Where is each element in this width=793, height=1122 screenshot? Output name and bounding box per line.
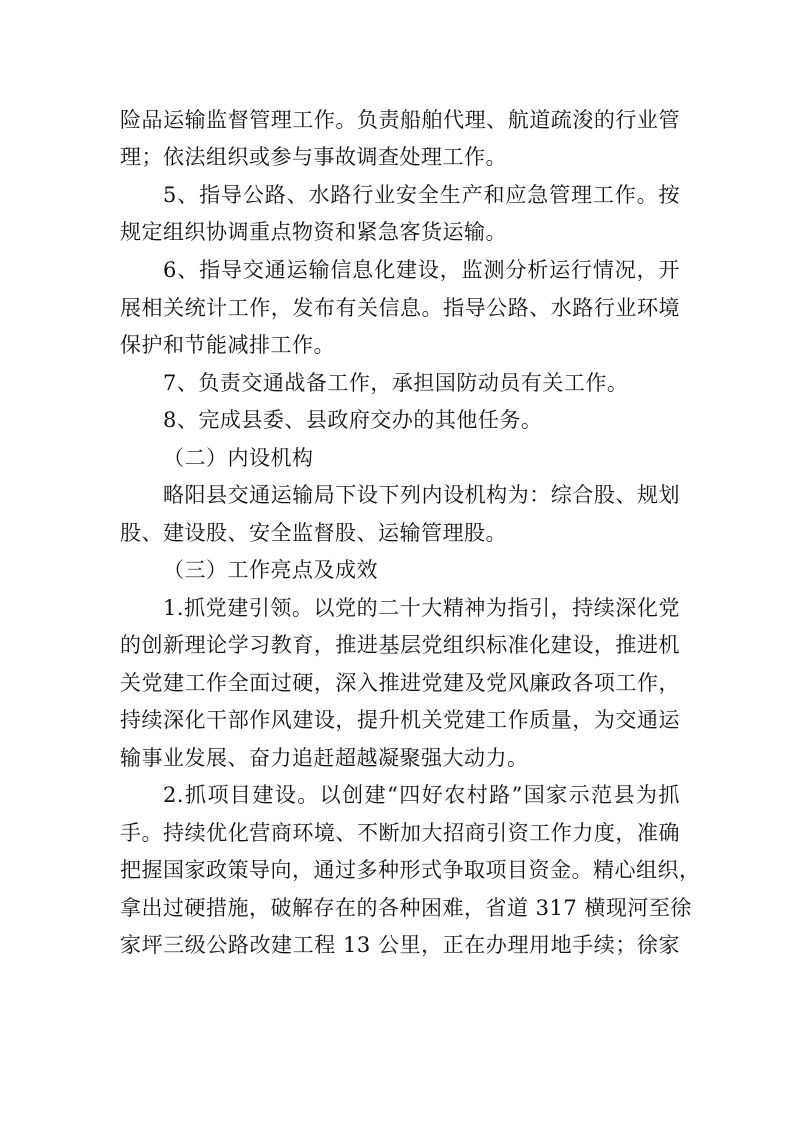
body-text-line: 输事业发展、奋力追赶超越凝聚强大动力。 bbox=[120, 746, 529, 770]
body-text-line: 的创新理论学习教育，推进基层党组织标准化建设，推进机 bbox=[120, 633, 680, 657]
body-text-line: 险品运输监督管理工作。负责船舶代理、航道疏浚的行业管 bbox=[120, 108, 680, 132]
body-text-line: 持续深化干部作风建设，提升机关党建工作质量，为交通运 bbox=[120, 708, 680, 732]
body-text-line: 关党建工作全面过硬，深入推进党建及党风廉政各项工作， bbox=[120, 671, 680, 695]
body-text-line: 把握国家政策导向，通过多种形式争取项目资金。精心组织， bbox=[120, 858, 701, 882]
body-text-line: 拿出过硬措施，破解存在的各种困难，省道 317 横现河至徐 bbox=[120, 896, 692, 920]
highlight-1-first-line: 1.抓党建引领。以党的二十大精神为指引，持续深化党 bbox=[163, 596, 680, 620]
body-text-line: 家坪三级公路改建工程 13 公里，正在办理用地手续；徐家 bbox=[120, 933, 680, 957]
section-heading-internal-structure: （二）内设机构 bbox=[163, 446, 314, 470]
paragraph-6-first-line: 6、指导交通运输信息化建设，监测分析运行情况，开 bbox=[163, 258, 680, 282]
highlight-2-first-line: 2.抓项目建设。以创建“四好农村路”国家示范县为抓 bbox=[163, 783, 680, 807]
body-text-line: 展相关统计工作，发布有关信息。指导公路、水路行业环境 bbox=[120, 296, 680, 320]
body-text-line: 手。持续优化营商环境、不断加大招商引资工作力度，准确 bbox=[120, 821, 680, 845]
internal-structure-first-line: 略阳县交通运输局下设下列内设机构为：综合股、规划 bbox=[163, 483, 680, 507]
paragraph-5-first-line: 5、指导公路、水路行业安全生产和应急管理工作。按 bbox=[163, 183, 680, 207]
section-heading-highlights: （三）工作亮点及成效 bbox=[163, 558, 378, 582]
paragraph-8-line: 8、完成县委、县政府交办的其他任务。 bbox=[163, 408, 543, 432]
body-text-line: 理；依法组织或参与事故调查处理工作。 bbox=[120, 145, 507, 169]
body-text-line: 保护和节能减排工作。 bbox=[120, 333, 335, 357]
body-text-line: 股、建设股、安全监督股、运输管理股。 bbox=[120, 521, 507, 545]
body-text-line: 规定组织协调重点物资和紧急客货运输。 bbox=[120, 220, 507, 244]
paragraph-7-line: 7、负责交通战备工作，承担国防动员有关工作。 bbox=[163, 371, 629, 395]
